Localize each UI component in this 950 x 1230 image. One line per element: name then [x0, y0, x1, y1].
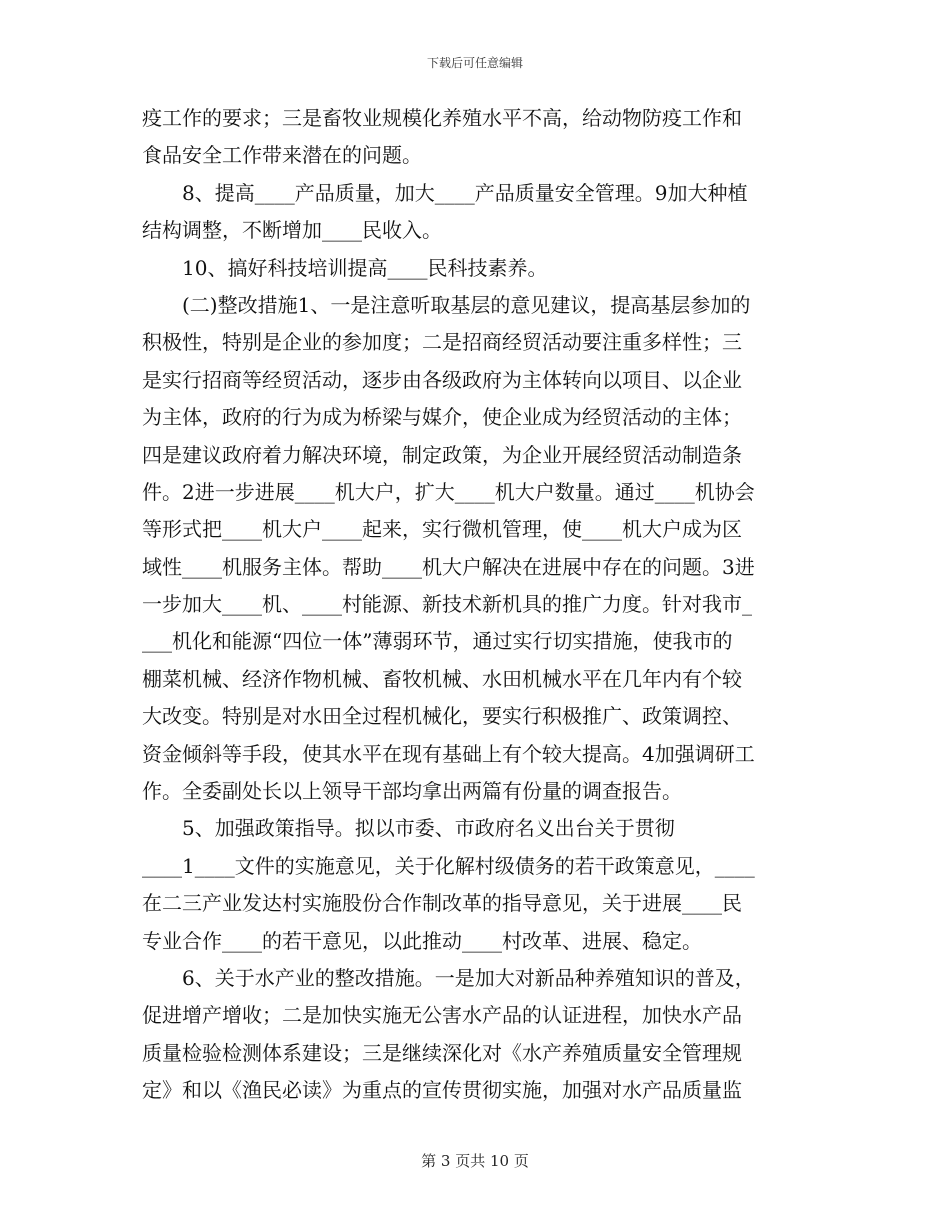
text-line: 在二三产业发达村实施股份合作制改革的指导意见，关于进展____民: [142, 891, 742, 916]
text-line: 结构调整，不断增加____民收入。: [142, 218, 442, 243]
text-line: ___机化和能源“四位一体”薄弱环节，通过实行切实措施，使我市的: [142, 629, 733, 654]
document-body: [142, 100, 808, 1110]
text-line: 5、加强政策指导。拟以市委、市政府名义出台关于贯彻: [142, 816, 675, 841]
text-line: 是实行招商等经贸活动，逐步由各级政府为主体转向以项目、以企业: [142, 367, 742, 392]
page-header: 下载后可任意编辑: [426, 56, 523, 70]
text-line: 食品安全工作带来潜在的问题。: [142, 143, 422, 168]
text-line: 积极性，特别是企业的参加度；二是招商经贸活动要注重多样性；三: [142, 330, 742, 355]
text-line: 10、搞好科技培训提高____民科技素养。: [142, 255, 548, 280]
text-line: 等形式把____机大户____起来，实行微机管理，使____机大户成为区: [142, 517, 742, 542]
text-line: 域性____机服务主体。帮助____机大户解决在进展中存在的问题。3进: [142, 554, 755, 579]
text-line: 资金倾斜等手段，使其水平在现有基础上有个较大提高。4加强调研工: [142, 741, 755, 766]
text-line: 疫工作的要求；三是畜牧业规模化养殖水平不高，给动物防疫工作和: [142, 106, 742, 130]
text-line: 棚菜机械、经济作物机械、畜牧机械、水田机械水平在几年内有个较: [142, 666, 742, 691]
text-line: 专业合作____的若干意见，以此推动____村改革、进展、稳定。: [142, 928, 702, 953]
text-line: 作。全委副处长以上领导干部均拿出两篇有份量的调查报告。: [142, 779, 682, 804]
text-line: 促进增产增收；二是加快实施无公害水产品的认证进程，加快水产品: [142, 1003, 742, 1028]
page-footer: 第 3 页共 10 页: [421, 1152, 529, 1170]
text-line: ____1____文件的实施意见，关于化解村级债务的若干政策意见，____: [142, 853, 755, 878]
text-line: (二)整改措施1、一是注意听取基层的意见建议，提高基层参加的: [142, 292, 751, 317]
text-line: 大改变。特别是对水田全过程机械化，要实行积极推广、政策调控、: [142, 704, 742, 729]
text-line: 为主体，政府的行为成为桥梁与媒介，使企业成为经贸活动的主体；: [142, 405, 742, 430]
text-line: 件。2进一步进展____机大户，扩大____机大户数量。通过____机协会: [142, 479, 755, 504]
text-line: 8、提高____产品质量，加大____产品质量安全管理。9加大种植: [142, 180, 748, 205]
text-line: 质量检验检测体系建设；三是继续深化对《水产养殖质量安全管理规: [142, 1040, 742, 1065]
text-line: 6、关于水产业的整改措施。一是加大对新品种养殖知识的普及，: [142, 965, 755, 990]
text-line: 定》和以《渔民必读》为重点的宣传贯彻实施，加强对水产品质量监: [142, 1078, 742, 1103]
text-line: 一步加大____机、____村能源、新技术新机具的推广力度。针对我市_: [142, 592, 752, 617]
text-line: 四是建议政府着力解决环境，制定政策，为企业开展经贸活动制造条: [142, 442, 742, 467]
